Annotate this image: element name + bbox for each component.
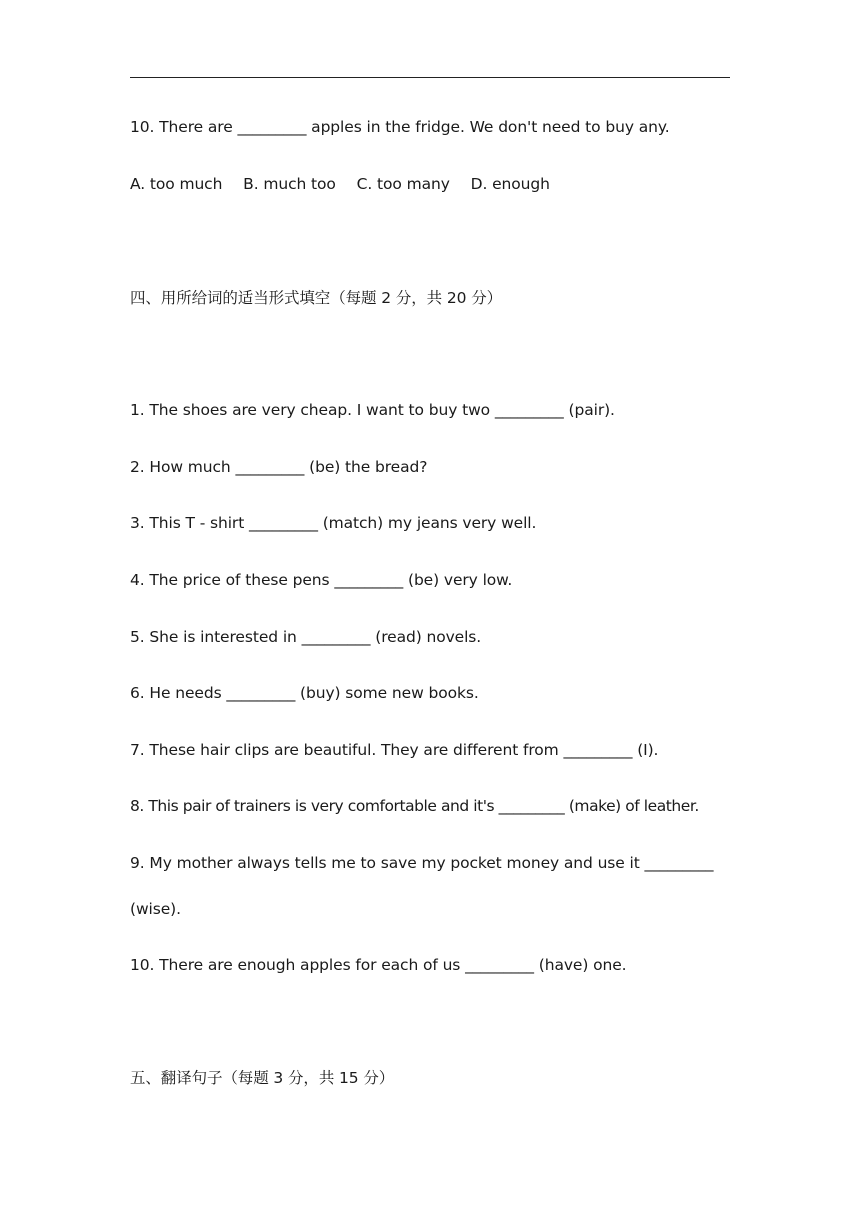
fill-item-9: 9. My mother always tells me to save my pocket money and use it _________ bbox=[130, 854, 714, 872]
section-five-heading: 五、翻译句子（每题 3 分，共 15 分） bbox=[130, 1069, 395, 1087]
option-b: B. much too bbox=[243, 175, 336, 193]
fill-item-9-continued: (wise). bbox=[130, 900, 181, 918]
question-10-text: 10. There are _________ apples in the fridge. We don't need to buy any. bbox=[130, 118, 670, 136]
option-d: D. enough bbox=[470, 175, 550, 193]
fill-item-2: 2. How much _________ (be) the bread? bbox=[130, 458, 428, 476]
fill-item-8: 8. This pair of trainers is very comfortable and it's _________ (make) of leather. bbox=[130, 797, 699, 815]
fill-item-5: 5. She is interested in _________ (read) novels. bbox=[130, 628, 482, 646]
fill-item-6: 6. He needs _________ (buy) some new books. bbox=[130, 684, 479, 702]
question-10-options bbox=[130, 174, 566, 194]
fill-item-1: 1. The shoes are very cheap. I want to buy two _________ (pair). bbox=[130, 401, 615, 419]
option-a: A. too much bbox=[130, 175, 223, 193]
option-c: C. too many bbox=[356, 175, 450, 193]
fill-item-7: 7. These hair clips are beautiful. They are different from _________ (I). bbox=[130, 741, 659, 759]
header-rule bbox=[130, 77, 730, 78]
section-four-heading: 四、用所给词的适当形式填空（每题 2 分，共 20 分） bbox=[130, 289, 502, 307]
fill-item-4: 4. The price of these pens _________ (be) very low. bbox=[130, 571, 513, 589]
fill-item-10: 10. There are enough apples for each of us _________ (have) one. bbox=[130, 956, 627, 974]
fill-item-3: 3. This T - shirt _________ (match) my jeans very well. bbox=[130, 514, 537, 532]
